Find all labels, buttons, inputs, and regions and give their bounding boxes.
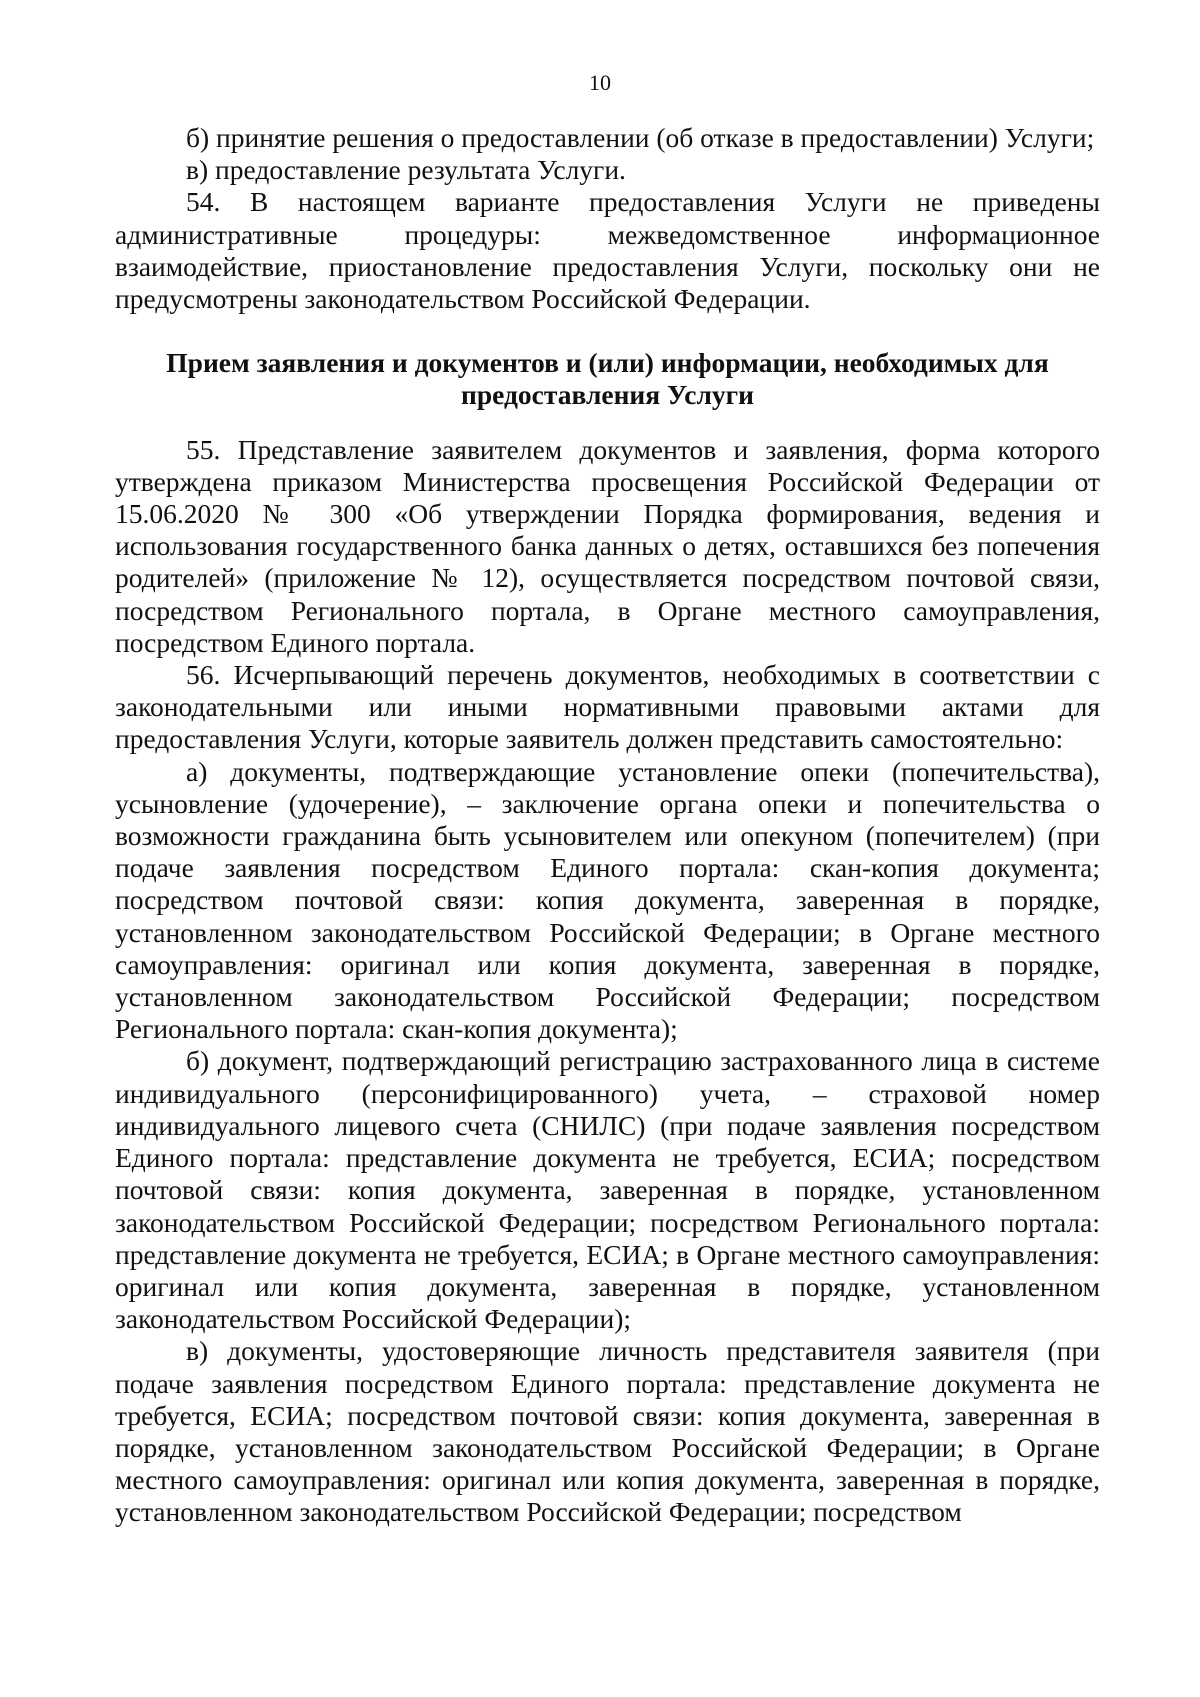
paragraph-54: 54. В настоящем варианте предоставления Услуги не приведены административные процедуры: межведомственное информационное взаимодействие, приостановление предоставления Услуги, поскольку они не предусмотрены законодательством Российской Федерации. <box>115 186 1100 315</box>
section-heading-line-2: предоставления Услуги <box>461 379 754 411</box>
paragraph-53b: б) принятие решения о предоставлении (об отказе в предоставлении) Услуги; <box>186 122 1095 153</box>
paragraph-55: 55. Представление заявителем документов и заявления, форма которого утверждена приказом Министерства просвещения Российской Федерации от 15.06.2020 № 300 «Об утверждении Порядка формирования, ведения и использования государственного банка данных о детях, оставшихся без попечения родителей» (приложение № 12), осуществляется посредством почтовой связи, посредством Регионального портала, в Органе местного самоуправления, посредством Единого портала. <box>115 433 1100 658</box>
document-body <box>115 122 1100 1529</box>
paragraph-56b: б) документ, подтверждающий регистрацию застрахованного лица в системе индивидуального (персонифицированного) учета, – страховой номер индивидуального лицевого счета (СНИЛС) (при подаче заявления посредством Единого портала: представление документа не требуется, ЕСИА; посредством почтовой связи: копия документа, заверенная в порядке, установленном законодательством Российской Федерации; посредством Регионального портала: представление документа не требуется, ЕСИА; в Органе местного самоуправления: оригинал или копия документа, заверенная в порядке, установленном законодательством Российской Федерации); <box>115 1045 1100 1335</box>
page-number: 10 <box>589 70 611 95</box>
paragraph-53v: в) предоставление результата Услуги. <box>186 154 626 186</box>
paragraph-56v: в) документы, удостоверяющие личность представителя заявителя (при подаче заявления посредством Единого портала: представление документа не требуется, ЕСИА; посредством почтовой связи: копия документа, заверенная в порядке, установленном законодательством Российской Федерации; в Органе местного самоуправления: оригинал или копия документа, заверенная в порядке, установленном законодательством Российской Федерации; посредством <box>115 1335 1100 1528</box>
paragraph-56: 56. Исчерпывающий перечень документов, необходимых в соответствии с законодательными или иными нормативными правовыми актами для предоставления Услуги, которые заявитель должен представить самостоятельно: <box>115 659 1100 755</box>
section-heading <box>115 347 1100 411</box>
section-heading-line-1: Прием заявления и документов и (или) информации, необходимых для <box>166 347 1049 379</box>
paragraph-56a: а) документы, подтверждающие установление опеки (попечительства), усыновление (удочерение), – заключение органа опеки и попечительства о возможности гражданина быть усыновителем или опекуном (попечителем) (при подаче заявления посредством Единого портала: скан-копия документа; посредством почтовой связи: копия документа, заверенная в порядке, установленном законодательством Российской Федерации; в Органе местного самоуправления: оригинал или копия документа, заверенная в порядке, установленном законодательством Российской Федерации; посредством Регионального портала: скан-копия документа); <box>115 755 1100 1045</box>
